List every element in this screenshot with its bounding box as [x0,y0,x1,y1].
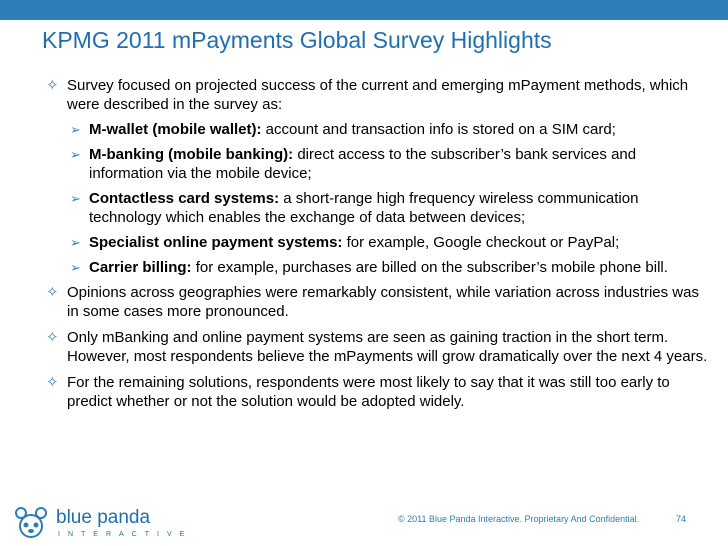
sub-bullet-contactless [46,189,708,227]
top-accent-bar [0,0,728,20]
arrow-right-icon: ➢ [70,235,81,250]
diamond-star-icon: ✧ [46,284,59,301]
diamond-star-icon: ✧ [46,77,59,94]
sub-bullet-mwallet [46,120,708,139]
slide-title: KPMG 2011 mPayments Global Survey Highlights [42,27,552,53]
footer-copyright: © 2011 Blue Panda Interactive. Proprietary And Confidential. [398,514,640,524]
bullet-list [46,76,708,411]
arrow-right-icon: ➢ [70,260,81,275]
sub-bullet-desc: for example, purchases are billed on the subscriber’s mobile phone bill. [191,259,668,276]
arrow-right-icon: ➢ [70,147,81,162]
panda-paw-icon [12,506,50,542]
blue-panda-logo [12,506,193,542]
arrow-right-icon: ➢ [70,122,81,137]
sub-bullet-term: Carrier billing: [89,259,192,276]
bullet-traction-text: Only mBanking and online payment systems are seen as gaining traction in the short term. However, most respondents believe the mPayments will grow dramatically over the next 4 years. [67,329,708,365]
bullet-remaining [46,373,708,411]
sub-bullet-desc: for example, Google checkout or PayPal; [342,234,620,251]
bullet-traction [46,328,708,366]
sub-bullet-desc: a short-range high frequency wireless communication technology which enables the exchange of data between devices; [89,190,639,226]
sub-bullet-desc: account and transaction info is stored on a SIM card; [261,121,616,138]
sub-bullet-carrier [46,258,708,277]
page-number: 74 [676,514,687,524]
sub-bullet-term: M-wallet (mobile wallet): [89,121,262,138]
sub-bullet-term: Contactless card systems: [89,190,280,207]
bullet-remaining-text: For the remaining solutions, respondents were most likely to say that it was still too early to predict whether or not the solution would be adopted widely. [67,374,670,410]
sub-bullet-term: M-banking (mobile banking): [89,146,294,163]
sub-bullet-desc: direct access to the subscriber’s bank services and information via the mobile device; [89,146,637,182]
bullet-opinions-text: Opinions across geographies were remarkably consistent, while variation across industries was in some cases more pronounced. [67,284,699,320]
bullet-opinions [46,283,708,321]
diamond-star-icon: ✧ [46,374,59,391]
sub-bullet-term: Specialist online payment systems: [89,234,343,251]
logo-subtitle: INTERACTIVE [58,531,193,538]
bullet-intro-text: Survey focused on projected success of the current and emerging mPayment methods, which were described in the survey as: [67,77,689,113]
arrow-right-icon: ➢ [70,191,81,206]
logo-wordmark: blue panda [56,507,151,528]
sub-bullet-specialist [46,233,708,252]
diamond-star-icon: ✧ [46,329,59,346]
sub-bullet-mbanking [46,145,708,183]
bullet-intro [46,76,708,114]
